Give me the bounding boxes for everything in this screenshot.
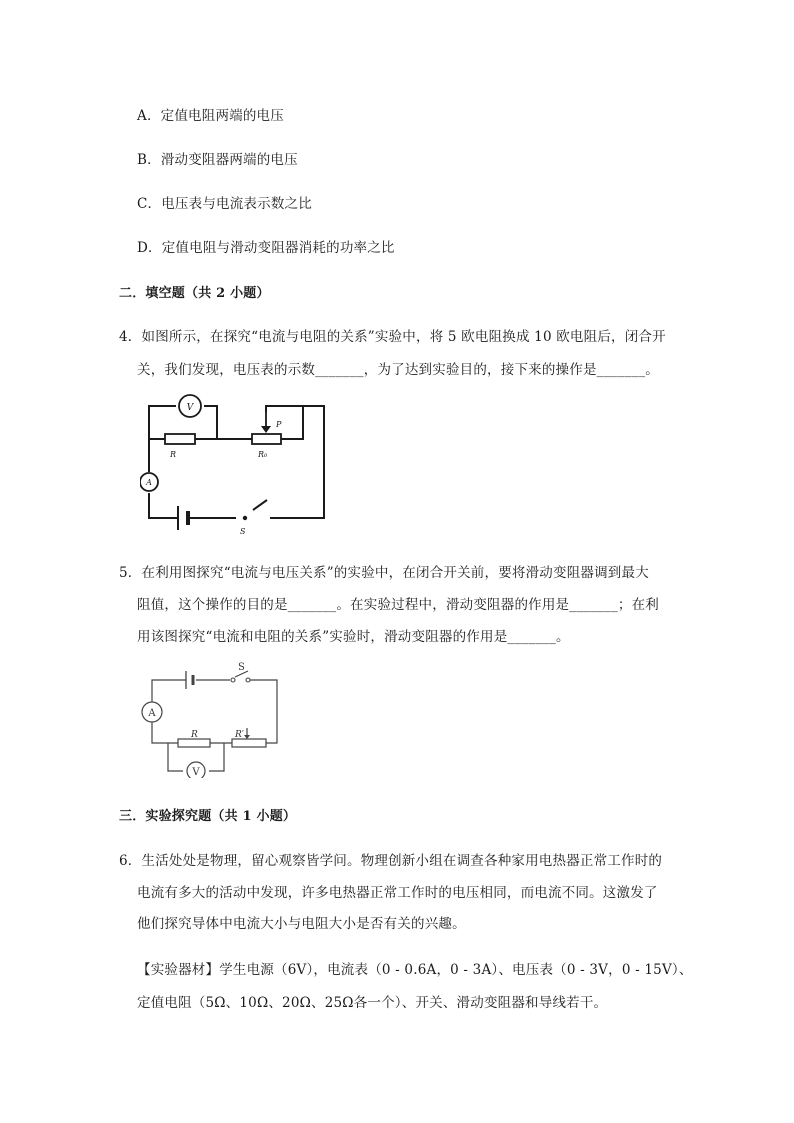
q5-text-line-2: 阻值，这个操作的目的是_______。在实验过程中，滑动变阻器的作用是_______；在利 bbox=[137, 597, 659, 613]
q6-equipment-line-1: 【实验器材】学生电源（6V），电流表（0 - 0.6A，0 - 3A）、电压表（0 - 3V，0 - 15V）、 bbox=[137, 962, 693, 978]
q4-text-line-1: 4．如图所示，在探究“电流与电阻的关系”实验中，将 5 欧电阻换成 10 欧电阻后，闭合开 bbox=[119, 329, 666, 345]
q5-ammeter-label: A bbox=[148, 708, 156, 719]
q4-resistor-label: R bbox=[170, 450, 177, 459]
option-b: B．滑动变阻器两端的电压 bbox=[137, 152, 298, 168]
q5-resistor-label: R bbox=[191, 730, 198, 740]
q5-text-line-1: 5．在利用图探究“电流与电压关系”的实验中，在闭合开关前，要将滑动变阻器调到最大 bbox=[119, 565, 649, 581]
q5-text-line-3: 用该图探究“电流和电阻的关系”实验时，滑动变阻器的作用是_______。 bbox=[137, 629, 570, 645]
q5-switch-label: S bbox=[238, 662, 245, 673]
q5-rheostat-label: R′ bbox=[235, 730, 244, 740]
q4-resistor-symbol bbox=[165, 434, 195, 444]
q5-resistor-symbol bbox=[178, 739, 210, 747]
q4-slider-arrow bbox=[261, 426, 271, 433]
q4-switch-label: S bbox=[240, 527, 246, 536]
option-c: C．电压表与电流表示数之比 bbox=[137, 196, 312, 212]
option-a: A．定值电阻两端的电压 bbox=[137, 108, 284, 124]
q6-text-line-1: 6．生活处处是物理，留心观察皆学问。物理创新小组在调查各种家用电热器正常工作时的 bbox=[119, 853, 663, 869]
q5-switch-contact-right bbox=[246, 678, 250, 682]
q4-rheostat-label: R₀ bbox=[258, 450, 268, 459]
q6-text-line-3: 他们探究导体中电流大小与电阻大小是否有关的兴趣。 bbox=[137, 916, 466, 932]
q6-equipment-line-2: 定值电阻（5Ω、10Ω、20Ω、25Ω各一个）、开关、滑动变阻器和导线若干。 bbox=[137, 995, 608, 1011]
q5-voltmeter-label: V bbox=[192, 767, 200, 778]
q4-ammeter-label: A bbox=[146, 478, 152, 487]
option-d: D．定值电阻与滑动变阻器消耗的功率之比 bbox=[137, 240, 395, 256]
q5-circuit-diagram bbox=[138, 660, 288, 778]
q4-voltmeter-label: V bbox=[186, 403, 194, 413]
section-fill-in-title: 二．填空题（共 2 小题） bbox=[119, 286, 270, 301]
q5-rheostat-symbol bbox=[232, 739, 266, 747]
q4-text-line-2: 关，我们发现，电压表的示数_______，为了达到实验目的，接下来的操作是_______。 bbox=[137, 362, 659, 378]
q6-text-line-2: 电流有多大的活动中发现，许多电热器正常工作时的电压相同，而电流不同。这激发了 bbox=[137, 885, 658, 901]
q4-slider-label: P bbox=[276, 420, 282, 429]
q5-switch-contact-left bbox=[231, 678, 235, 682]
q4-switch-contact bbox=[243, 516, 247, 520]
section-experiment-title: 三．实验探究题（共 1 小题） bbox=[119, 809, 297, 824]
q4-circuit-diagram bbox=[140, 392, 335, 537]
q4-rheostat-symbol bbox=[252, 434, 281, 444]
